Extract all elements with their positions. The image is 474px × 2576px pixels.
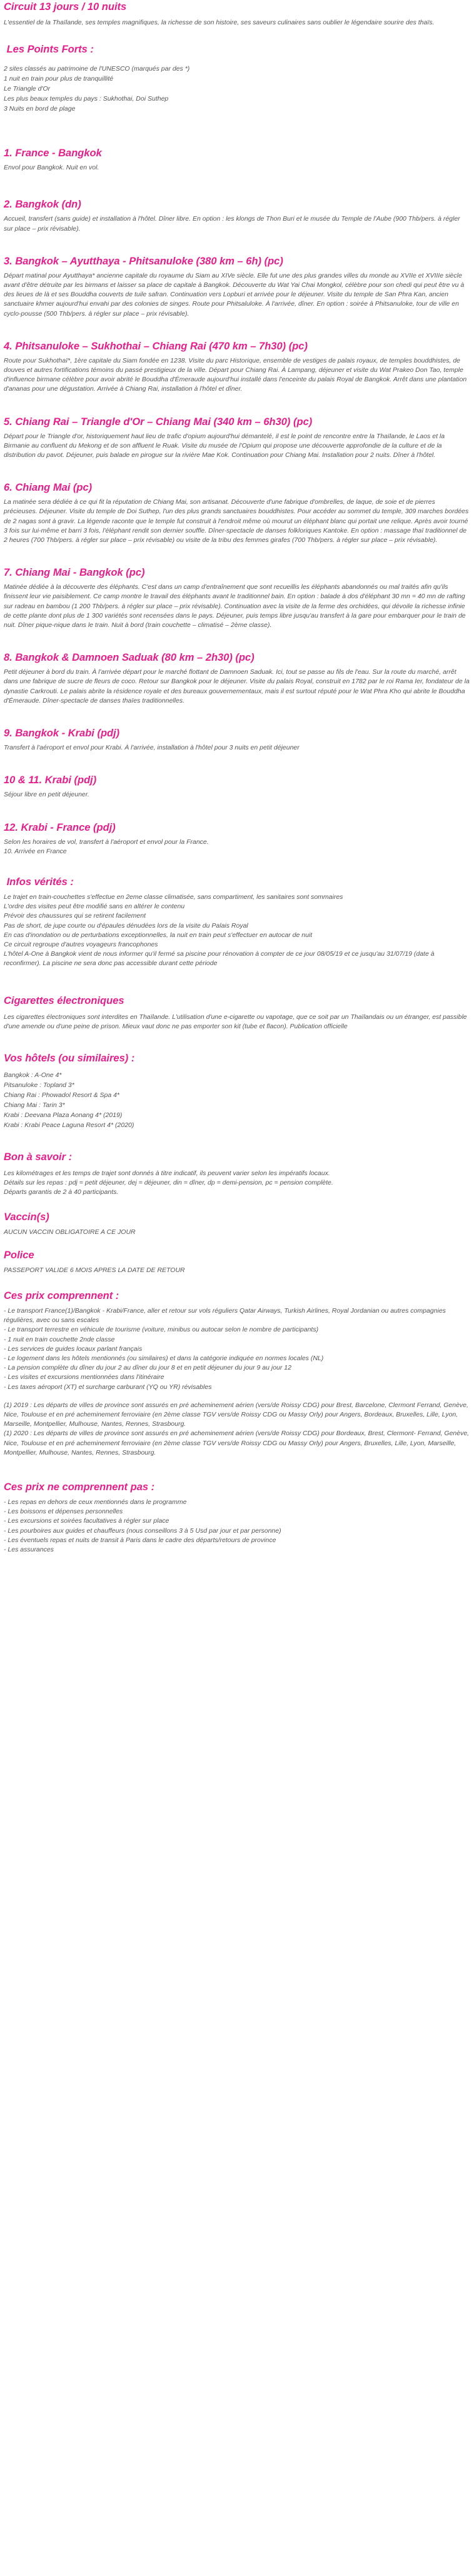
list-item: L'hôtel A-One à Bangkok vient de nous informer qu'il fermé sa piscine pour rénovation à compter de ce jour 08/05/19 et ce jusqu'au 31/07/19 (date à reconfirmer). La piscine ne sera donc pas accessible durant cette période xyxy=(4,950,435,968)
day-text: Départ matinal pour Ayutthaya* ancienne capitale du royaume du Siam au XIVe siècle. Elle fut une des plus grandes villes du monde au XVIIe et XVIIIe siècle avant d'être détruite par les birmans et laisser sa place de capitale à Bangkok. Découverte du Wat Yai Chai Mongkol, célèbre pour son chedi qui peut être vu à des lieues de là et ses Bouddha couverts de tuile safran. Continuation vers Lopburi et arrivée pour le déjeuner. Visite du temple de San Phra Kan, ancien sanctuaire khmer aujourd'hui envahi par des colonies de singes. Route pour Phitsaluloke. À l'arrivée, dîner. En option : soirée à Phitsanuloke, tour de ville en cyclo-pousse (500 Thb/pers. à régler sur place – prix révisable). xyxy=(4,271,465,318)
vaccins-text: AUCUN VACCIN OBLIGATOIRE A CE JOUR xyxy=(4,1228,136,1236)
list-item: Les plus beaux temples du pays : Sukhothai, Doi Suthep xyxy=(4,95,169,103)
list-item: Krabi : Krabi Peace Laguna Resort 4* (2020) xyxy=(4,1121,134,1129)
list-item: - Les assurances xyxy=(4,1546,54,1554)
list-item: 1 nuit en train pour plus de tranquillité xyxy=(4,75,114,83)
list-item: - Les visites et excursions mentionnées dans l'itinéraire xyxy=(4,1373,164,1381)
list-item: - Les excursions et soirées facultatives à régler sur place xyxy=(4,1517,169,1525)
ne-comprend-pas-list xyxy=(4,1498,470,1555)
day-title: 7. Chiang Mai - Bangkok (pc) xyxy=(4,567,145,579)
day-text: Transfert à l'aéroport et envol pour Krabi. À l'arrivée, installation à l'hôtel pour 3 nuits en petit déjeuner xyxy=(4,744,300,752)
police-title: Police xyxy=(4,1249,34,1261)
ne-comprend-pas-title: Ces prix ne comprennent pas : xyxy=(4,1481,155,1493)
list-item: Le trajet en train-couchettes s'effectue en 2eme classe climatisée, sans compartiment, les sanitaires sont sommaires xyxy=(4,893,343,901)
list-item: 2 sites classés au patrimoine de l'UNESCO (marqués par des *) xyxy=(4,65,190,73)
departure-note-2020: (1) 2020 : Les départs de villes de province sont assurés en pré acheminement aérien (vers/de Roissy CDG) pour Bordeaux, Brest, Clermont- Ferrand, Genève, Nice, Toulouse et en pré acheminement ferroviaire (en 2ème classe TGV vers/de Roissy CDG ou Massy Orly) pour Angers, Bruxelles, Lille, Lyon, Marseille, Montpellier, Mulhouse, Nantes, Rennes, Strasbourg. xyxy=(4,1430,470,1456)
intro-text: L'essentiel de la Thaïlande, ses temples magnifiques, la richesse de son histoire, ses saveurs culinaires sans oublier le légendaire sourire des thaïs. xyxy=(4,19,435,26)
cigarettes-text: Les cigarettes électroniques sont interdites en Thaïlande. L'utilisation d'une e-cigarette ou vapotage, que ce soit par un Thaïlandais ou un étranger, est passible d'une amende ou d'une peine de prison. Mieux vaut donc ne pas emporter son kit (tube et flacon). Publication officielle xyxy=(4,1013,467,1030)
day-title: 1. France - Bangkok xyxy=(4,148,102,159)
list-item: Ce circuit regroupe d'autres voyageurs francophones xyxy=(4,940,158,948)
police-text: PASSEPORT VALIDE 6 MOIS APRES LA DATE DE RETOUR xyxy=(4,1266,185,1274)
day-title: 9. Bangkok - Krabi (pdj) xyxy=(4,728,120,739)
points-forts-list xyxy=(4,64,470,114)
list-item: - Le logement dans les hôtels mentionnés (ou similaires) et dans la catégorie indiquée en normes locales (NL) xyxy=(4,1354,324,1362)
list-item: Krabi : Deevana Plaza Aonang 4* (2019) xyxy=(4,1111,123,1119)
day-text: Route pour Sukhothaï*, 1ère capitale du Siam fondée en 1238. Visite du parc Historique, ensemble de vestiges de palais royaux, de temples bouddhistes, de douves et autres fortifications témoins du passé prestigieux de la ville. Départ pour Chiang Rai. À Lampang, déjeuner et visite du Wat Prakeo Don Tao, temple d'influence birmane célèbre pour avoir abrité le Bouddha d'Émeraude aujourd'hui installé dans l'enceinte du palais Royal de Bangkok. Arrêt dans une plantation d'ananas pour une dégustation. Arrivée à Chiang Rai, installation à l'hôtel et dîner. xyxy=(4,356,467,393)
list-item: L'ordre des visites peut être modifié sans en altérer le contenu xyxy=(4,903,185,911)
day-title: 5. Chiang Rai – Triangle d'Or – Chiang Mai (340 km – 6h30) (pc) xyxy=(4,416,313,428)
list-item: - 1 nuit en train couchette 2nde classe xyxy=(4,1335,115,1343)
list-item: - Les boissons et dépenses personnelles xyxy=(4,1508,123,1516)
list-item: Bangkok : A-One 4* xyxy=(4,1071,62,1079)
list-item: Pas de short, de jupe courte ou d'épaules dénudées lors de la visite du Palais Royal xyxy=(4,921,248,930)
list-item: Chiang Rai : Phowadol Resort & Spa 4* xyxy=(4,1091,120,1099)
list-item: - Les pourboires aux guides et chauffeurs (nous conseillons 3 à 5 Usd par jour et par personne) xyxy=(4,1526,281,1535)
infos-list xyxy=(4,893,470,969)
infos-title: Infos vérités : xyxy=(4,876,74,888)
day-title: 10 & 11. Krabi (pdj) xyxy=(4,774,97,786)
list-item: Chiang Mai : Tarin 3* xyxy=(4,1101,65,1109)
comprend-title: Ces prix comprennent : xyxy=(4,1290,119,1301)
list-item: Pitsanuloke : Topland 3* xyxy=(4,1081,74,1089)
day-text: La matinée sera dédiée à ce qui fit la réputation de Chiang Mai, son artisanat. Découverte d'une fabrique d'ombrelles, de laque, de soie et de pierres précieuses. Déjeuner. Visite du temple de Doi Suthep, l'un des plus grands sanctuaires bouddhistes. Pour accéder au sommet du temple, 309 marches bordées de 2 nagas sont à gravir. La légende raconte que le temple fut construit à l'endroit même où mourut un éléphant blanc qui portait une relique. Après avoir tourné 3 fois sur lui-même et barri 3 fois, l'éléphant rendit son dernier souffle. Dîner-spectacle de danses folkloriques Kantoke. En option : massage thaï traditionnel de 2 heures (700 Thb/pers. à régler sur place – prix révisable) ou visite de la tribu des femmes girafes (700 Thb/pers. à régler sur place – prix révisable). xyxy=(4,498,469,544)
list-item: - Les repas en dehors de ceux mentionnés dans le programme xyxy=(4,1498,187,1506)
day-title: 12. Krabi - France (pdj) xyxy=(4,821,116,833)
day-text: Selon les horaires de vol, transfert à l'aéroport et envol pour la France. 10. Arrivée en France xyxy=(4,838,209,855)
day-text: Envol pour Bangkok. Nuit en vol. xyxy=(4,164,99,172)
list-item: 3 Nuits en bord de plage xyxy=(4,105,76,113)
comprend-list xyxy=(4,1306,470,1392)
list-item: Prévoir des chaussures qui se retirent facilement xyxy=(4,912,146,920)
list-item: - Le transport France(1)/Bangkok - Krabi/France, aller et retour sur vols réguliers Qatar Airways, Turkish Airlines, Royal Jordanian ou autres compagnies régulières, avec ou sans escales xyxy=(4,1306,446,1325)
list-item: - Le transport terrestre en véhicule de tourisme (voiture, minibus ou autocar selon le nombre de participants) xyxy=(4,1326,319,1334)
bon-title: Bon à savoir : xyxy=(4,1151,73,1163)
day-text: Petit déjeuner à bord du train. À l'arrivée départ pour le marché flottant de Damnoen Saduak. Ici, tout se passe au fils de l'eau. Sur la route du marché, arrêt dans une fabrique de sucre de fleurs de coco. Retour sur Bangkok pour le déjeuner. Visite du palais Royal, construit en 1782 par le roi Rama Ier, fondateur de la dynastie Carkrouti. Le palais abrite la résidence royale et des bureaux gouvernementaux, mais il est surtout réputé pour le Wat Phra Kho qui abrite le Bouddha d'Émeraude. Dîner-spectacle de danses thaïes traditionnelles. xyxy=(4,668,470,704)
list-item: - La pension complète du dîner du jour 2 au dîner du jour 8 et en petit déjeuner du jour 9 au jour 12 xyxy=(4,1364,291,1372)
day-text: Séjour libre en petit déjeuner. xyxy=(4,791,89,799)
points-forts-title: Les Points Forts : xyxy=(4,44,94,56)
day-title: 3. Bangkok – Ayutthaya - Phitsanuloke (380 km – 6h) (pc) xyxy=(4,255,283,267)
departure-note-2019: (1) 2019 : Les départs de villes de province sont assurés en pré acheminement aérien (vers/de Roissy CDG) pour Brest, Barcelone, Clermont Ferrand, Genève, Nice, Toulouse et en pré acheminement ferroviaire (en 2ème classe TGV vers/de Roissy CDG ou Massy Orly) pour Angers, Bordeaux, Bruxelles, Lille, Lyon, Marseille, Montpellier, Mulhouse, Nantes, Rennes, Strasbourg. xyxy=(4,1401,468,1428)
day-title: 8. Bangkok & Damnoen Saduak (80 km – 2h30) (pc) xyxy=(4,652,255,664)
circuit-title: Circuit 13 jours / 10 nuits xyxy=(4,1,127,13)
day-text: Départ pour le Triangle d'or, historiquement haut lieu de trafic d'opium aujourd'hui démantelé, il est le point de rencontre entre la Thaïlande, le Laos et la Birmanie au confluent du Mekong et de son affluent le Ruak. Visite du musée de l'Opium qui propose une découverte approfondie de la culture et de la distribution du pavot. Déjeuner, puis balade en pirogue sur la rivière Mae Kok. Continuation pour Chiang Mai. Installation pour 2 nuits. Dîner à l'hôtel. xyxy=(4,432,445,459)
list-item: Le Triangle d'Or xyxy=(4,85,51,93)
hotels-list xyxy=(4,1070,470,1130)
day-text: Matinée dédiée à la découverte des éléphants. C'est dans un camp d'entraînement que sont recueillis les éléphants abandonnés ou mal traités afin qu'ils finissent leur vie paisiblement. Ce camp montre le travail des éléphants avant le traditionnel bain. En option : balade à dos d'éléphant 30 mn = 40 mn de rafting sur radeau en bambou (1 200 Thb/pers. à régler sur place – prix révisable). Continuation avec la visite de la ferme des orchidées, qui dévoile la richesse infinie de cette plante dont plus de 1 300 variétés sont recensées dans le pays. Déjeuner, puis temps libre jusqu'au transfert à la gare pour embarquer pour le train de nuit. Dîner pique-nique dans le train. Nuit à bord (train couchette – climatisé – 2ème classe). xyxy=(4,583,466,629)
hotels-title: Vos hôtels (ou similaires) : xyxy=(4,1052,135,1064)
bon-text: Les kilométrages et les temps de trajet sont donnés à titre indicatif, ils peuvent varier selon les impératifs locaux. Détails sur les repas : pdj = petit déjeuner, dej = déjeuner, din = dîner, dp = demi-pension, pc = pension complète. Départs garantis de 2 à 40 participants. xyxy=(4,1169,333,1196)
cigarettes-title: Cigarettes électroniques xyxy=(4,995,124,1006)
list-item: - Les taxes aéroport (XT) et surcharge carburant (YQ ou YR) révisables xyxy=(4,1383,212,1391)
day-title: 4. Phitsanuloke – Sukhothai – Chiang Rai (470 km – 7h30) (pc) xyxy=(4,340,308,352)
day-text: Accueil, transfert (sans guide) et installation à l'hôtel. Dîner libre. En option : les klongs de Thon Buri et le musée du Temple de l'Aube (900 Thb/pers. à régler sur place – prix révisable). xyxy=(4,215,460,233)
vaccins-title: Vaccin(s) xyxy=(4,1211,49,1223)
day-title: 6. Chiang Mai (pc) xyxy=(4,482,93,494)
list-item: - Les éventuels repas et nuits de transit à Paris dans le cadre des départs/retours de province xyxy=(4,1536,276,1544)
day-title: 2. Bangkok (dn) xyxy=(4,199,81,211)
list-item: En cas d'inondation ou de perturbations exceptionnelles, la nuit en train peut s'effectuer en autocar de nuit xyxy=(4,931,313,939)
list-item: - Les services de guides locaux parlant français xyxy=(4,1345,143,1353)
